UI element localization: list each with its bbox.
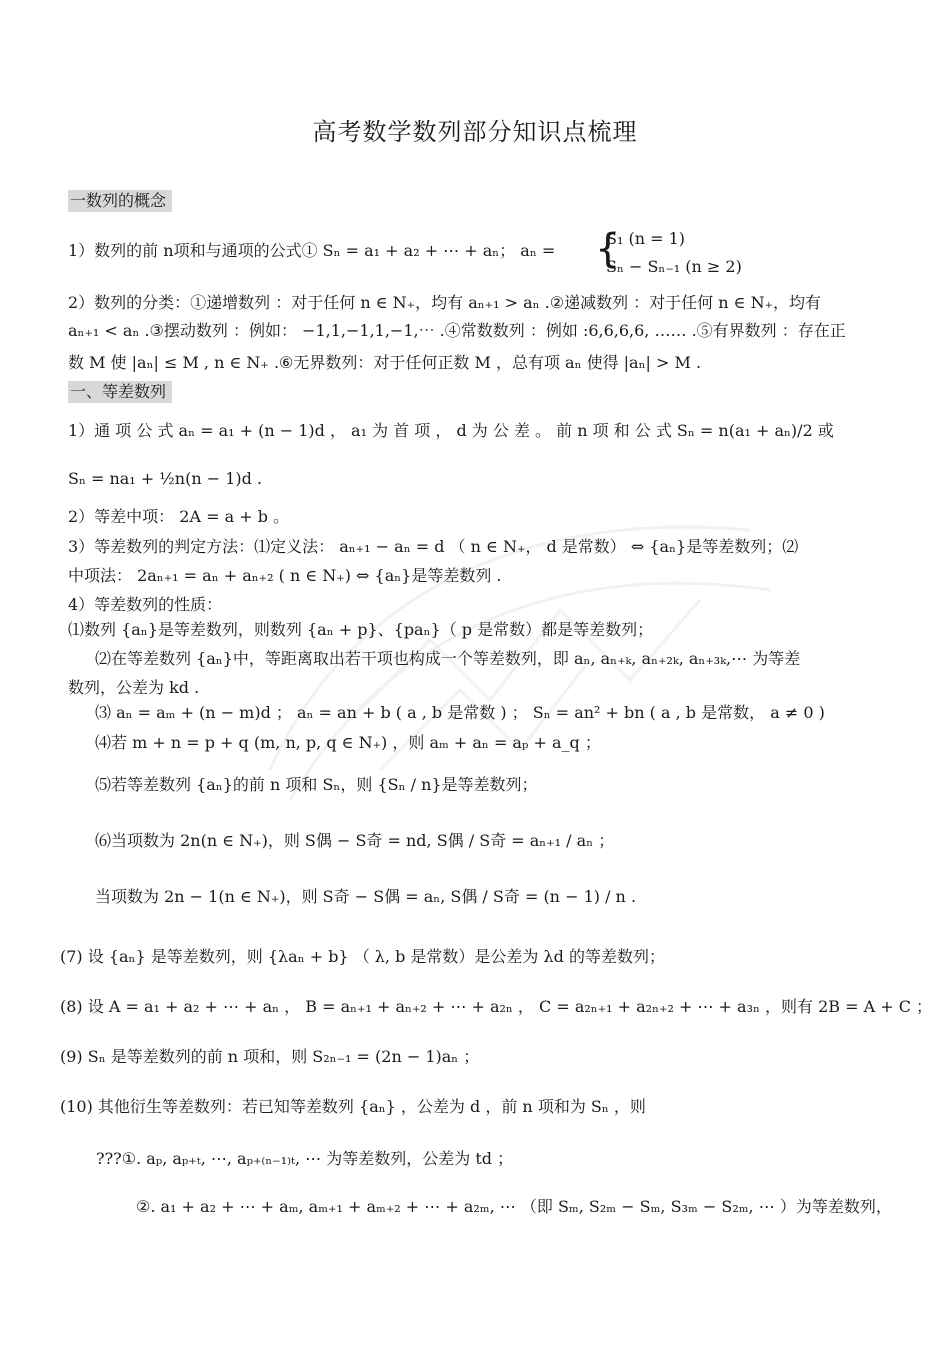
concept-item-2-line-1: 2）数列的分类：①递增数列 ：对于任何 n ∈ N₊，均有 aₙ₊₁ > aₙ .②递减数列 ：对于任何 n ∈ N₊，均有 — [68, 293, 822, 312]
arith-line-19: ???①. aₚ, aₚ₊ₜ, ⋯, aₚ₊₍ₙ₋₁₎ₜ, ⋯ 为等差数列，公差为 td ； — [96, 1149, 514, 1168]
arith-line-16: (8) 设 A = a₁ + a₂ + ⋯ + aₙ ， B = aₙ₊₁ + aₙ₊₂ + ⋯ + a₂ₙ ， C = a₂ₙ₊₁ + a₂ₙ₊₂ + ⋯ + a₃ₙ ，则有 2B = A + C ； — [60, 997, 933, 1016]
arith-line-20: ②. a₁ + a₂ + ⋯ + aₘ, aₘ₊₁ + aₘ₊₂ + ⋯ + a₂ₘ, ⋯ （即 Sₘ, S₂ₘ − Sₘ, S₃ₘ − S₂ₘ, ⋯ ）为等差数列， — [136, 1197, 892, 1216]
piecewise-case-2: Sₙ − Sₙ₋₁ (n ≥ 2) — [606, 257, 742, 276]
arith-line-5: 中项法： 2aₙ₊₁ = aₙ + aₙ₊₂ ( n ∈ N₊) ⇔ {aₙ}是等差数列 . — [68, 566, 502, 585]
piecewise-brace: { — [595, 226, 621, 272]
concept-item-1: 1）数列的前 n项和与通项的公式① Sₙ = a₁ + a₂ + ⋯ + aₙ； aₙ = — [68, 241, 556, 260]
arith-line-1: 1）通 项 公 式 aₙ = a₁ + (n − 1)d ， a₁ 为 首 项 ， d 为 公 差 。 前 n 项 和 公 式 Sₙ = n(a₁ + aₙ)/2 或 — [68, 421, 834, 440]
arith-line-13: ⑹当项数为 2n(n ∈ N₊)，则 S偶 − S奇 = nd, S偶 / S奇 = aₙ₊₁ / aₙ ； — [95, 831, 615, 850]
arith-line-9: 数列，公差为 kd . — [68, 678, 200, 697]
arith-line-3: 2）等差中项： 2A = a + b 。 — [68, 507, 290, 526]
arith-line-15: (7) 设 {aₙ} 是等差数列，则 {λaₙ + b} （ λ, b 是常数）是公差为 λd 的等差数列； — [60, 947, 665, 966]
section-heading-concept: 一数列的概念 — [68, 190, 172, 212]
arith-line-11: ⑷若 m + n = p + q (m, n, p, q ∈ N₊) ，则 aₘ + aₙ = aₚ + a_q ； — [95, 733, 601, 752]
arith-line-4: 3）等差数列的判定方法：⑴定义法： aₙ₊₁ − aₙ = d （ n ∈ N₊， d 是常数） ⇔ {aₙ}是等差数列；⑵ — [68, 537, 799, 556]
concept-item-2-line-3: 数 M 使 |aₙ| ≤ M , n ∈ N₊ .⑥无界数列：对于任何正数 M ，总有项 aₙ 使得 |aₙ| > M . — [68, 353, 702, 372]
arith-line-8: ⑵在等差数列 {aₙ}中，等距离取出若干项也构成一个等差数列，即 aₙ, aₙ₊ₖ, aₙ₊₂ₖ, aₙ₊₃ₖ,⋯ 为等差 — [95, 649, 801, 668]
section-heading-arithmetic: 一、等差数列 — [68, 381, 172, 403]
arith-line-2: Sₙ = na₁ + ½n(n − 1)d . — [68, 469, 263, 488]
arith-line-17: (9) Sₙ 是等差数列的前 n 项和，则 S₂ₙ₋₁ = (2n − 1)aₙ ； — [60, 1047, 480, 1066]
piecewise-case-1: S₁ (n = 1) — [606, 229, 686, 248]
arith-line-18: (10) 其他衍生等差数列：若已知等差数列 {aₙ} ，公差为 d ，前 n 项和为 Sₙ ，则 — [60, 1097, 646, 1116]
arith-line-14: 当项数为 2n − 1(n ∈ N₊)，则 S奇 − S偶 = aₙ, S偶 / S奇 = (n − 1) / n . — [95, 887, 637, 906]
arith-line-6: 4）等差数列的性质： — [68, 595, 223, 614]
arith-line-10: ⑶ aₙ = aₘ + (n − m)d ； aₙ = an + b ( a , b 是常数 ) ； Sₙ = an² + bn ( a , b 是常数， a ≠ 0 ) — [95, 703, 825, 722]
arith-line-12: ⑸若等差数列 {aₙ}的前 n 项和 Sₙ，则 {Sₙ / n}是等差数列； — [95, 775, 538, 794]
page-title: 高考数学数列部分知识点梳理 — [312, 118, 638, 146]
arith-line-7: ⑴数列 {aₙ}是等差数列，则数列 {aₙ + p}、{paₙ}（ p 是常数）都是等差数列； — [68, 620, 654, 639]
concept-item-2-line-2: aₙ₊₁ < aₙ .③摆动数列 ：例如： −1,1,−1,1,−1,⋯ .④常数数列 ：例如 :6,6,6,6, …… .⑤有界数列 ：存在正 — [68, 321, 846, 340]
